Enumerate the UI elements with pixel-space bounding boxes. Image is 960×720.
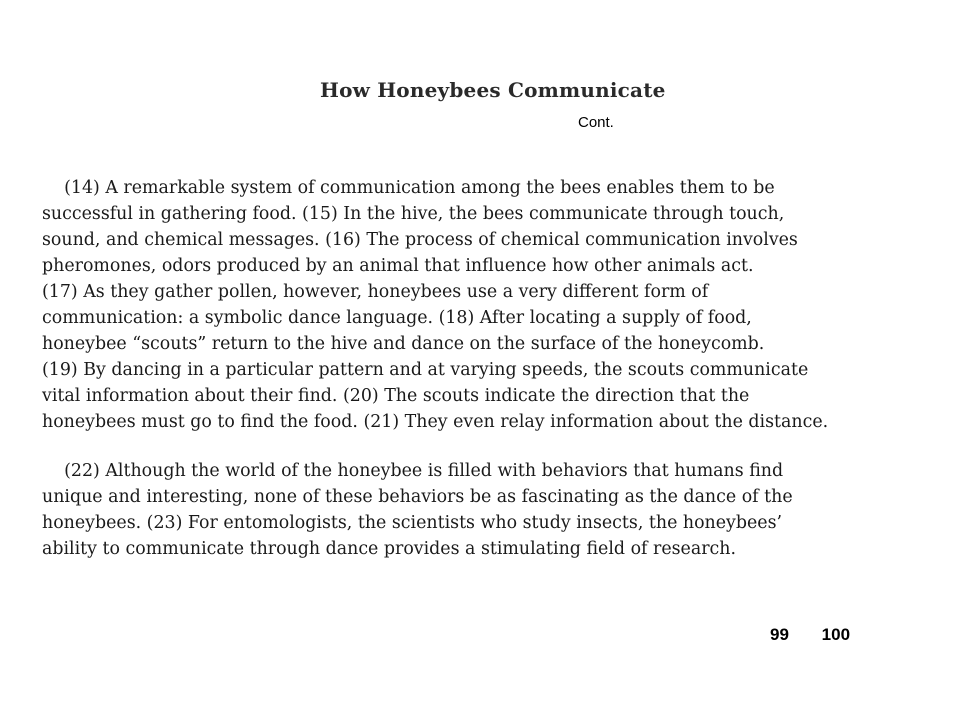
paragraph-line: ability to communicate through dance provides a stimulating field of research. <box>42 539 736 559</box>
page-number: 100 <box>821 625 851 644</box>
page-number: 99 <box>770 625 789 644</box>
paragraph-line: (17) As they gather pollen, however, honeybees use a very different form of <box>42 282 709 302</box>
paragraph-1 <box>42 175 942 435</box>
paragraph-line: honeybee “scouts” return to the hive and dance on the surface of the honeycomb. <box>42 334 765 354</box>
paragraph-line: honeybees. (23) For entomologists, the scientists who study insects, the honeybees’ <box>42 513 783 533</box>
paragraph-line: sound, and chemical messages. (16) The process of chemical communication involves <box>42 230 798 250</box>
document-title: How Honeybees Communicate <box>320 78 666 102</box>
paragraph-line: (22) Although the world of the honeybee is filled with behaviors that humans find <box>42 461 784 481</box>
paragraph-line: communication: a symbolic dance language. (18) After locating a supply of food, <box>42 308 752 328</box>
paragraph-2 <box>42 458 942 562</box>
paragraph-line: vital information about their find. (20) The scouts indicate the direction that the <box>42 386 750 406</box>
paragraph-line: honeybees must go to find the food. (21) They even relay information about the distance. <box>42 412 829 432</box>
paragraph-line: (19) By dancing in a particular pattern and at varying speeds, the scouts communicate <box>42 360 809 380</box>
continuation-label: Cont. <box>578 114 614 131</box>
page-numbers <box>770 625 850 645</box>
paragraph-line: successful in gathering food. (15) In the hive, the bees communicate through touch, <box>42 204 785 224</box>
paragraph-line: pheromones, odors produced by an animal that influence how other animals act. <box>42 256 754 276</box>
paragraph-line: unique and interesting, none of these behaviors be as fascinating as the dance of the <box>42 487 793 507</box>
paragraph-line: (14) A remarkable system of communication among the bees enables them to be <box>42 178 775 198</box>
